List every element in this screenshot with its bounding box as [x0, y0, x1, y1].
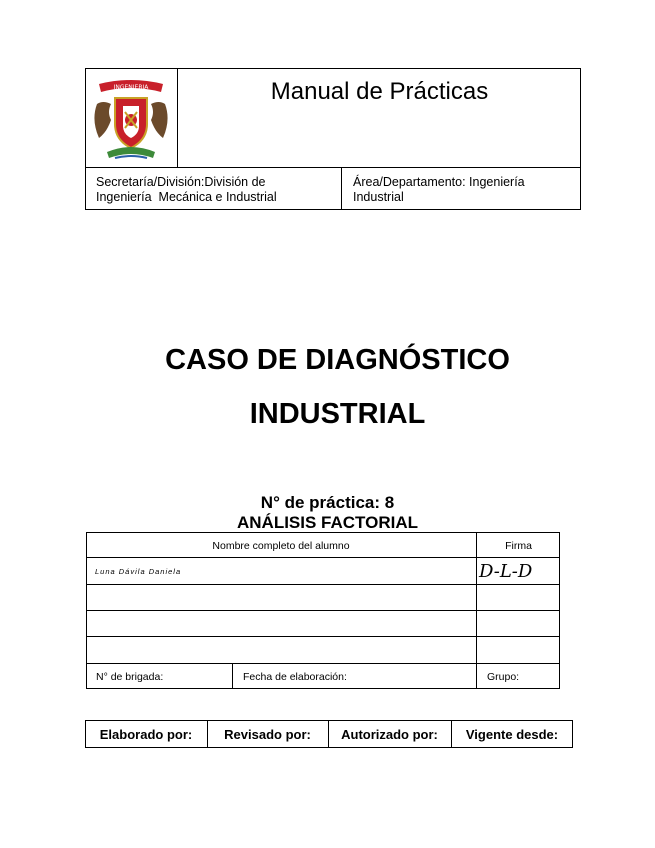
student-table-row-line [86, 663, 560, 664]
prepared-by-label: Elaborado por: [99, 727, 193, 742]
manual-title: Manual de Prácticas [270, 78, 489, 105]
student-table-row-line [86, 610, 560, 611]
reviewed-by-label: Revisado por: [224, 727, 311, 742]
brigade-label: N° de brigada: [96, 671, 164, 683]
document-title-line-2: INDUSTRIAL [249, 398, 426, 430]
header-divider-bottom [341, 167, 342, 210]
area-departamento [353, 175, 578, 205]
header-divider-horizontal [85, 167, 581, 168]
student-table-row-line [86, 584, 560, 585]
student-table-bottom-divider [232, 663, 233, 689]
area-line-1: Área/Departamento: Ingeniería [353, 175, 525, 189]
area-line-2: Industrial [353, 190, 404, 204]
practice-number: N° de práctica: 8 [260, 493, 395, 512]
student-table-row-line [86, 636, 560, 637]
secretaria-division [96, 175, 336, 205]
student-table-bottom-divider [476, 663, 477, 689]
authorized-by-label: Autorizado por: [341, 727, 438, 742]
unam-engineering-crest-icon [85, 68, 177, 167]
secretaria-line-1: Secretaría/División:División de [96, 175, 266, 189]
student-name-entry: Luna Dávila Daniela [95, 567, 182, 576]
signature-entry: D-L-D [479, 561, 533, 582]
valid-from-label: Vigente desde: [465, 727, 559, 742]
student-table-row-line [86, 557, 560, 558]
header-student-name: Nombre completo del alumno [212, 540, 350, 552]
header-signature: Firma [505, 540, 532, 552]
date-label: Fecha de elaboración: [243, 671, 347, 683]
group-label: Grupo: [487, 671, 520, 683]
document-title-line-1: CASO DE DIAGNÓSTICO [165, 344, 510, 376]
logo-banner-text: INGENIERIA [113, 84, 149, 91]
logo [85, 68, 177, 167]
secretaria-line-2: Ingeniería Mecánica e Industrial [96, 190, 277, 204]
practice-name: ANÁLISIS FACTORIAL [236, 513, 419, 532]
